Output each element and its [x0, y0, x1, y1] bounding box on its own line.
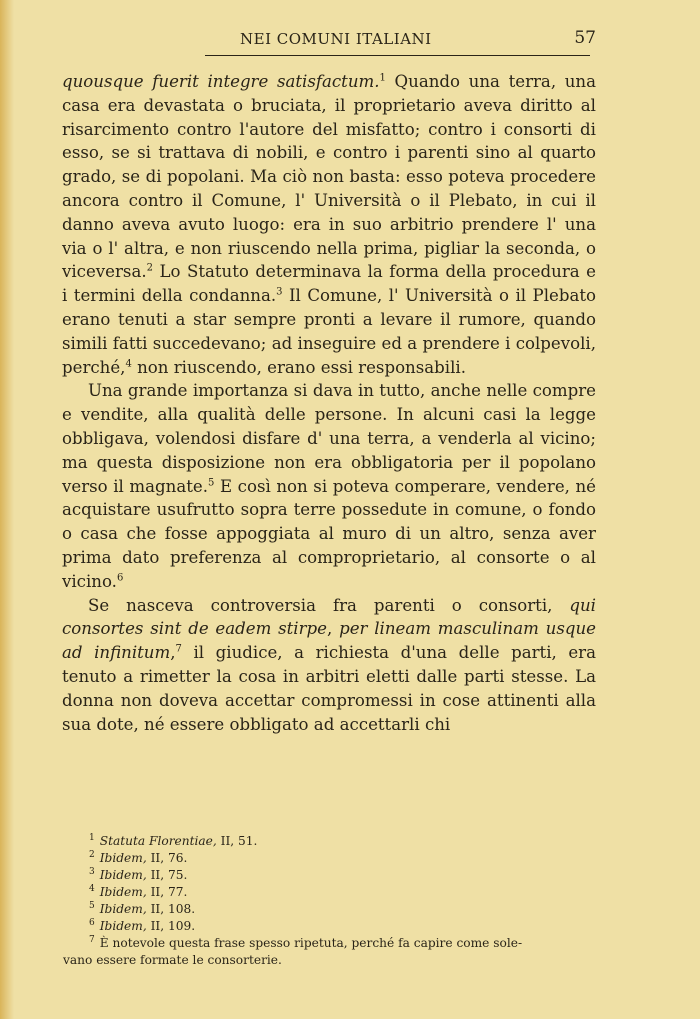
body-text: [62, 70, 596, 736]
footnote-source: Ibidem,: [99, 919, 147, 933]
footnote-marker: 2: [146, 262, 153, 274]
footnote-number: 2: [89, 849, 95, 860]
footnotes: [63, 832, 594, 969]
header-rule: [205, 55, 590, 56]
footnote-source: Ibidem,: [99, 868, 147, 882]
footnote-source: Ibidem,: [99, 851, 147, 865]
footnote-source: Statuta Florentiae,: [99, 834, 217, 848]
footnote-number: 5: [89, 900, 95, 911]
footnote: [89, 901, 594, 918]
footnote: [89, 867, 594, 884]
page-edge-shadow: [0, 0, 14, 1019]
latin-phrase: quousque fuerit integre satisfactum.: [62, 72, 380, 91]
paragraph-text: Lo Statuto determinava la forma della procedura e i termini della condanna.: [62, 262, 596, 306]
page-header: [62, 28, 596, 52]
footnote-text: II, 109.: [146, 919, 196, 933]
paragraph-text: ,: [170, 643, 176, 663]
footnote-marker: 7: [175, 643, 182, 655]
paragraph-1: [62, 70, 596, 379]
footnote-number: 6: [89, 917, 95, 928]
paragraph-text: non riuscendo, erano essi responsabili.: [131, 357, 466, 377]
footnote-number: 7: [89, 934, 95, 945]
paragraph-text: E così non si poteva comperare, vendere, né acquistare usufrutto sopra terre possedute in comune, o fondo o casa che fosse appoggiata al muro di un altro, senza aver prima dato preferenza al comproprietario, al consorte o al vicino.: [62, 476, 596, 591]
latin-phrase: per lineam masculinam usque ad infinitum: [62, 619, 596, 663]
footnote-marker: 4: [125, 358, 132, 370]
paragraph-text: il giudice, a richiesta d'una delle parti, era tenuto a rimetter la cosa in arbitri eletti dalle parti stesse. La donna non doveva accettar compromessi in cose attinenti alla sua dote, né essere obbligato ad accettarli chi: [62, 643, 596, 734]
footnote-source: Ibidem,: [99, 885, 147, 899]
footnote-text: II, 51.: [216, 834, 258, 848]
paragraph-text: Se nasceva controversia fra parenti o consorti,: [88, 595, 570, 615]
latin-phrase: qui consortes sint de eadem stirpe: [62, 595, 596, 639]
footnote-number: 4: [89, 883, 95, 894]
footnote-number: 1: [89, 832, 95, 843]
page-number: 57: [574, 28, 596, 48]
footnote: [89, 884, 594, 901]
footnote: [89, 935, 594, 952]
footnote: [89, 918, 594, 935]
paragraph-text: Quando una terra, una casa era devastata o bruciata, il proprietario aveva diritto al risarcimento contro l'autore del misfatto; contro i consorti di esso, se si trattava di nobili, e contro i parenti sino al quarto grado, se di popolani. Ma ciò non basta: esso poteva procedere ancora contro il Comune, l' Università o il Plebato, in cui il danno aveva avuto luogo: era in suo arbitrio prendere l' una via o l' altra, e non riuscendo nella prima, pigliar la seconda, o viceversa.: [62, 72, 596, 282]
running-head: NEI COMUNI ITALIANI: [240, 30, 432, 48]
paragraph-2: [62, 379, 596, 593]
footnote-text: II, 108.: [146, 902, 196, 916]
footnote-number: 3: [89, 866, 95, 877]
footnote-text: II, 76.: [146, 851, 188, 865]
paragraph-text: Il Comune, l' Università o il Plebato erano tenuti a star sempre pronti a levare il rumore, quando simili fatti succedevano; ad inseguire ed a prendere i colpevoli, perché,: [62, 286, 596, 377]
footnote-continuation: vano essere formate le consorterie.: [63, 953, 282, 967]
footnote: [89, 850, 594, 867]
footnote-text: II, 77.: [146, 885, 188, 899]
footnote-source: Ibidem,: [99, 902, 147, 916]
footnote-marker: 6: [116, 572, 124, 584]
footnote: [89, 833, 594, 850]
footnote-marker: 5: [208, 477, 215, 489]
paragraph-text: ,: [327, 619, 340, 639]
footnote-text: È notevole questa frase spesso ripetuta, perché fa capire come sole-: [99, 936, 523, 950]
paragraph-text: Una grande importanza si dava in tutto, anche nelle compre e vendite, alla qualità delle persone. In alcuni casi la legge obbligava, volendosi disfare d' una terra, a venderla al vicino; ma questa disposizione non era obbligatoria per il popolano verso il magnate.: [62, 381, 596, 496]
footnote-text: II, 75.: [146, 868, 188, 882]
footnote-marker: 3: [276, 286, 283, 298]
paragraph-3: [62, 594, 596, 737]
footnote-marker: 1: [379, 72, 386, 84]
